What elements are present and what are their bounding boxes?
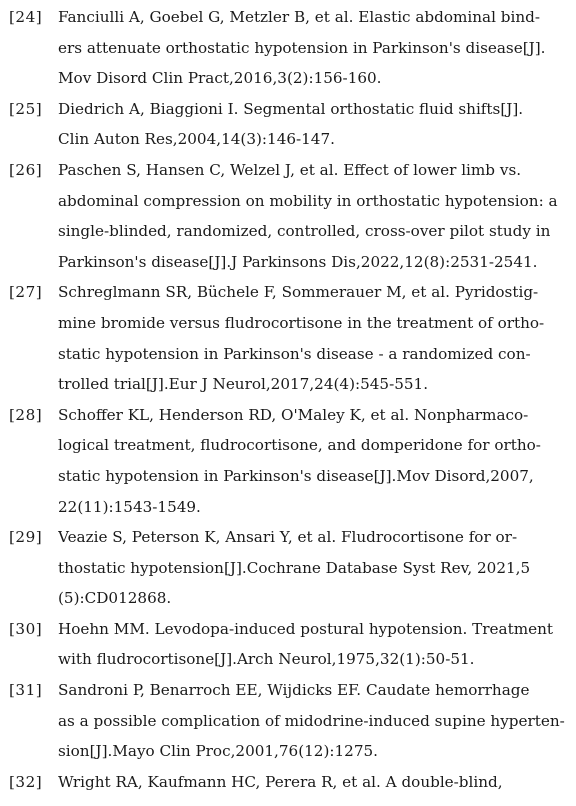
reference-number: [28] [9, 405, 43, 424]
reference-line: as a possible complication of midodrine-induced supine hyperten- [58, 711, 565, 730]
reference-number: [30] [9, 619, 43, 638]
reference-line: Fanciulli A, Goebel G, Metzler B, et al. Elastic abdominal bind- [58, 8, 541, 26]
reference-text [58, 767, 566, 798]
reference-text [58, 155, 566, 277]
reference-line: thostatic hypotension[J].Cochrane Database Syst Rev, 2021,5 [58, 558, 531, 577]
reference-line: sion[J].Mayo Clin Proc,2001,76(12):1275. [58, 742, 378, 761]
reference-line: trolled trial[J].Eur J Neurol,2017,24(4):545-551. [58, 375, 429, 394]
reference-item [0, 155, 576, 277]
reference-line: Diedrich A, Biaggioni I. Segmental orthostatic fluid shifts[J]. [58, 99, 524, 118]
reference-text [58, 522, 566, 614]
reference-text [58, 94, 566, 155]
reference-text [58, 277, 566, 399]
reference-line: Wright RA, Kaufmann HC, Perera R, et al. A double-blind, [58, 772, 503, 791]
reference-number: [26] [9, 160, 43, 179]
reference-line: 22(11):1543-1549. [58, 497, 201, 516]
reference-text [58, 2, 566, 94]
reference-item [0, 400, 576, 522]
reference-number: [29] [9, 528, 43, 547]
reference-line: Schoffer KL, Henderson RD, O'Maley K, et al. Nonpharmaco- [58, 405, 529, 424]
reference-number: [24] [9, 8, 43, 26]
reference-item [0, 277, 576, 399]
reference-number: [25] [9, 99, 43, 118]
reference-line: Sandroni P, Benarroch EE, Wijdicks EF. Caudate hemorrhage [58, 681, 530, 700]
reference-line: Hoehn MM. Levodopa-induced postural hypotension. Treatment [58, 619, 553, 638]
reference-line: mine bromide versus fludrocortisone in the treatment of ortho- [58, 313, 545, 332]
reference-item [0, 614, 576, 675]
reference-line: Paschen S, Hansen C, Welzel J, et al. Effect of lower limb vs. [58, 160, 522, 179]
reference-number: [31] [9, 681, 43, 700]
reference-text [58, 400, 566, 522]
reference-line: single-blinded, randomized, controlled, cross-over pilot study in [58, 222, 551, 241]
reference-line: with fludrocortisone[J].Arch Neurol,1975,32(1):50-51. [58, 650, 475, 669]
reference-number: [32] [9, 772, 43, 791]
reference-item [0, 94, 576, 155]
reference-line: Clin Auton Res,2004,14(3):146-147. [58, 130, 335, 149]
reference-line: (5):CD012868. [58, 589, 172, 608]
reference-line: abdominal compression on mobility in orthostatic hypotension: a [58, 191, 558, 210]
reference-line: Schreglmann SR, Büchele F, Sommerauer M, et al. Pyridostig- [58, 283, 539, 302]
reference-line: Mov Disord Clin Pract,2016,3(2):156-160. [58, 69, 382, 88]
reference-line: Veazie S, Peterson K, Ansari Y, et al. Fludrocortisone for or- [58, 528, 518, 547]
reference-text [58, 614, 566, 675]
reference-list [0, 2, 576, 797]
reference-line: ers attenuate orthostatic hypotension in Parkinson's disease[J]. [58, 38, 546, 57]
reference-item [0, 522, 576, 614]
reference-item [0, 2, 576, 94]
reference-line: static hypotension in Parkinson's disease - a randomized con- [58, 344, 531, 363]
reference-line: logical treatment, fludrocortisone, and domperidone for ortho- [58, 436, 541, 455]
reference-item [0, 675, 576, 767]
reference-number: [27] [9, 283, 43, 302]
reference-line: static hypotension in Parkinson's disease[J].Mov Disord,2007, [58, 466, 534, 485]
reference-line: Parkinson's disease[J].J Parkinsons Dis,2022,12(8):2531-2541. [58, 252, 538, 271]
reference-text [58, 675, 566, 767]
reference-item [0, 767, 576, 798]
